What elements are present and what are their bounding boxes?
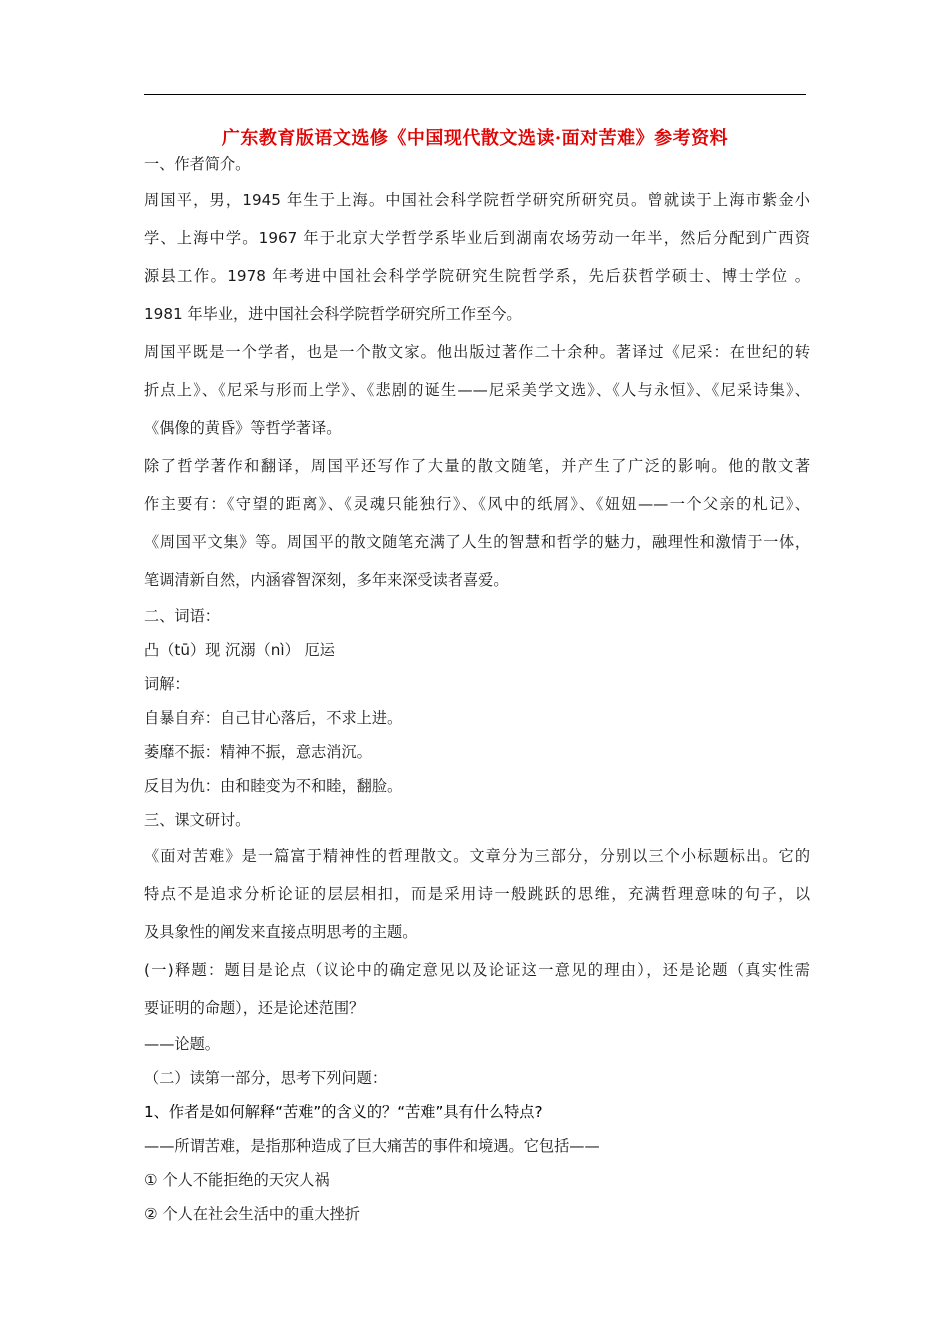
paragraph-line: 周国平既是一个学者，也是一个散文家。他出版过著作二十余种。著译过《尼采：在世纪的转 [144, 343, 810, 361]
question-heading: （二）读第一部分，思考下列问题： [144, 1069, 387, 1087]
list-item: ① 个人不能拒绝的天灾人祸 [144, 1171, 330, 1189]
section-heading-vocabulary: 二、词语： [144, 607, 220, 625]
paragraph-line: (一)释题：题目是论点（议论中的确定意见以及论证这一意见的理由），还是论题（真实性需 [144, 961, 810, 979]
document-body [144, 148, 810, 1231]
paragraph-line: 《周国平文集》等。周国平的散文随笔充满了人生的智慧和哲学的魅力，融理性和激情于一体， [144, 533, 810, 551]
paragraph-line: 作主要有：《守望的距离》、《灵魂只能独行》、《风中的纸屑》、《妞妞——一个父亲的札记》、 [144, 495, 810, 513]
paragraph-line: 学、上海中学。1967 年于北京大学哲学系毕业后到湖南农场劳动一年半，然后分配到广西资 [144, 229, 810, 247]
list-item: ② 个人在社会生活中的重大挫折 [144, 1205, 360, 1223]
paragraph-line: 除了哲学著作和翻译，周国平还写作了大量的散文随笔，并产生了广泛的影响。他的散文著 [144, 457, 810, 475]
paragraph-line: 1981 年毕业，进中国社会科学院哲学研究所工作至今。 [144, 305, 522, 323]
paragraph-line: 《面对苦难》是一篇富于精神性的哲理散文。文章分为三部分，分别以三个小标题标出。它的 [144, 847, 810, 865]
paragraph-line: 及具象性的阐发来直接点明思考的主题。 [144, 923, 418, 941]
paragraph-line: 源县工作。1978 年考进中国社会科学学院研究生院哲学系，先后获哲学硕士、博士学位 。 [144, 267, 810, 285]
answer-line: ——论题。 [144, 1035, 220, 1053]
answer-line: ——所谓苦难，是指那种造成了巨大痛苦的事件和境遇。它包括—— [144, 1137, 600, 1155]
vocabulary-item: 反目为仇：由和睦变为不和睦，翻脸。 [144, 777, 403, 795]
vocabulary-pronunciation: 凸（tū）现 沉溺（nì） 厄运 [144, 641, 335, 659]
paragraph-line: 要证明的命题），还是论述范围？ [144, 999, 365, 1017]
paragraph-line: 《偶像的黄昏》等哲学著译。 [144, 419, 342, 437]
header-rule [144, 94, 806, 95]
question-line: 1、作者是如何解释“苦难”的含义的？“苦难”具有什么特点? [144, 1103, 543, 1121]
section-heading-study: 三、课文研讨。 [144, 811, 251, 829]
section-heading-author: 一、作者简介。 [144, 155, 251, 173]
paragraph-line: 折点上》、《尼采与形而上学》、《悲剧的诞生——尼采美学文选》、《人与永恒》、《尼采诗集》、 [144, 381, 810, 399]
paragraph-line: 周国平，男，1945 年生于上海。中国社会科学院哲学研究所研究员。曾就读于上海市紫金小 [144, 191, 810, 209]
paragraph-line: 特点不是追求分析论证的层层相扣，而是采用诗一般跳跃的思维，充满哲理意味的句子，以 [144, 885, 810, 903]
vocabulary-item: 萎靡不振：精神不振，意志消沉。 [144, 743, 372, 761]
paragraph-line: 笔调清新自然，内涵睿智深刻，多年来深受读者喜爱。 [144, 571, 509, 589]
vocabulary-heading: 词解： [144, 675, 190, 693]
vocabulary-item: 自暴自弃：自己甘心落后，不求上进。 [144, 709, 403, 727]
document-title: 广东教育版语文选修《中国现代散文选读·面对苦难》参考资料 [221, 128, 729, 149]
